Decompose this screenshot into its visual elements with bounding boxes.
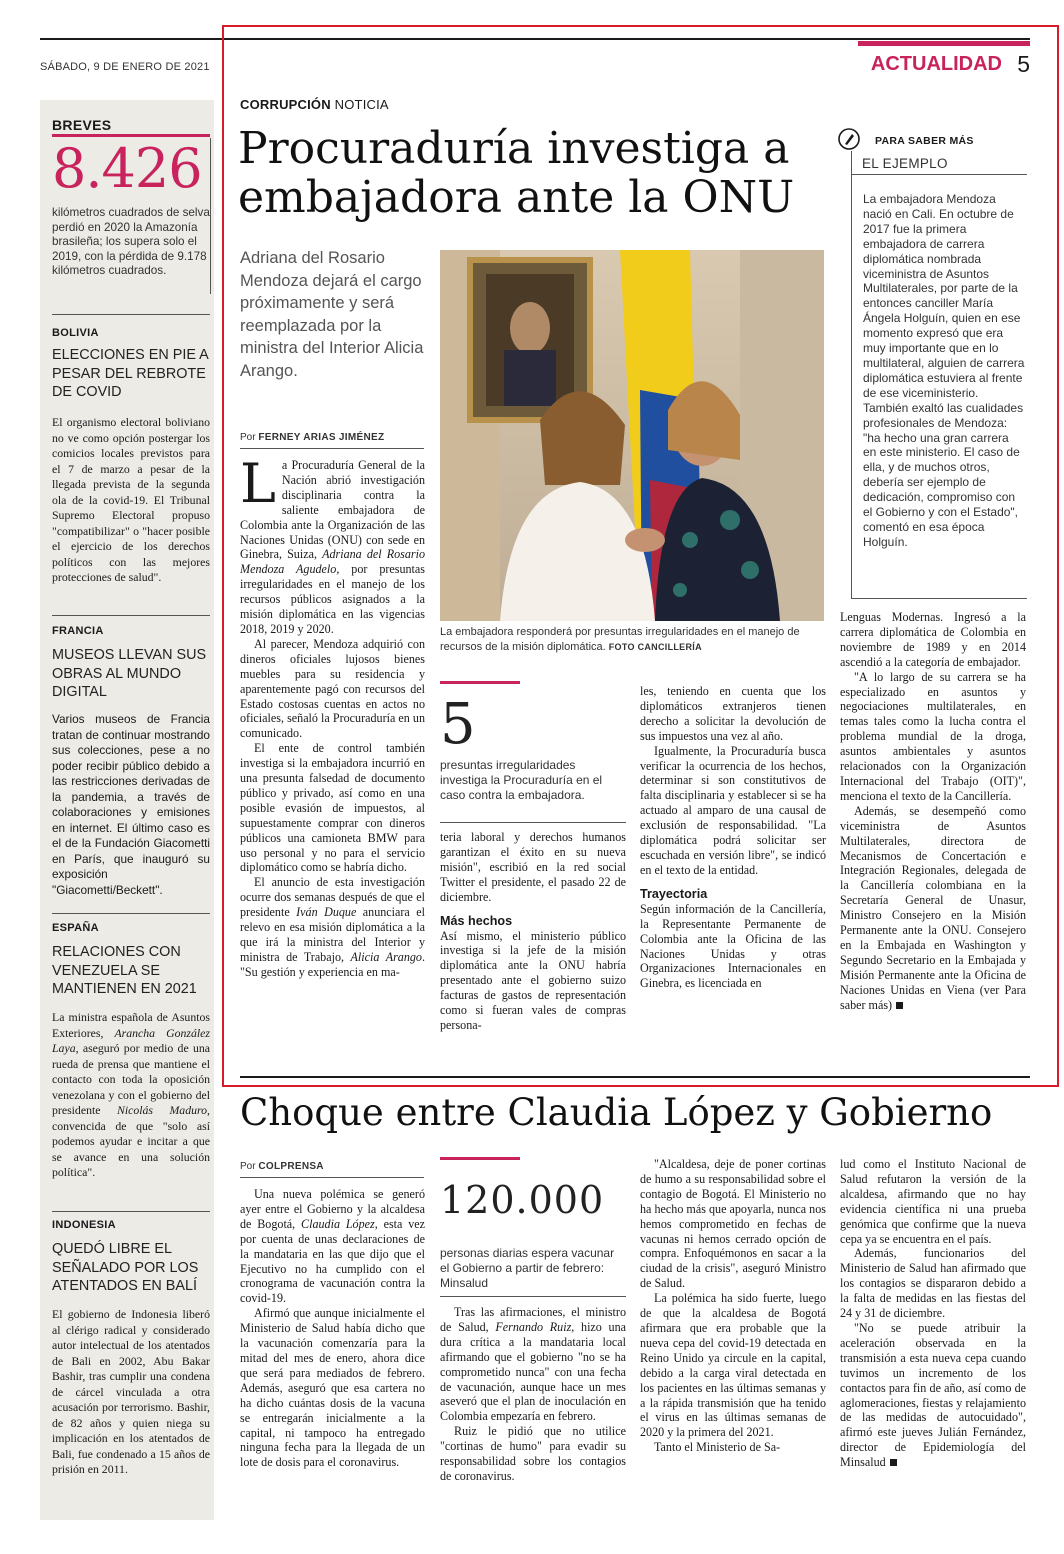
sidebox-title: EL EJEMPLO — [862, 156, 948, 171]
section-name: ACTUALIDAD — [870, 53, 1002, 75]
breves-vertical-rule — [210, 138, 211, 294]
sidebox-label: PARA SABER MÁS — [875, 135, 974, 147]
byline-rule — [240, 1177, 424, 1178]
sidebox-rule — [851, 174, 1027, 175]
brief-divider — [52, 615, 210, 616]
brief-body: El gobierno de Indonesia liberó al clérigo radical y considerado autor intelectual de los atentados de Bali en 2002, Abu Bakar Bashir, tras cumplir una condena de cárcel vinculada a otra acusación por terrorismo. Bashir, de 82 años y quien niega su implicación en los atentados de Bali, fue condenado a 15 años de prisión en 2011. — [52, 1307, 210, 1476]
story-column-2: teria laboral y derechos humanos garantizan el éxito en su nueva misión", escribió en la red social Twitter el presidente, el pasado 22 de diciembre. Más hechos Así mismo, el ministerio público investiga si la jefe de la misión diplomática ante la ONU habría presentado ante el gobierno suizo facturas de gastos de representación como si fueran vales de compras persona- — [440, 830, 626, 1032]
story-headline: Procuraduría investiga a embajadora ante la ONU — [238, 123, 795, 223]
brief-divider — [52, 913, 210, 914]
pen-icon — [838, 128, 860, 150]
brief-divider — [52, 314, 210, 315]
story-photo — [440, 250, 824, 621]
brief-divider — [52, 1211, 210, 1212]
end-mark — [890, 1459, 897, 1466]
story-byline: Por FERNEY ARIAS JIMÉNEZ — [240, 432, 385, 443]
story2-column-1: Una nueva polémica se generó ayer entre el Gobierno y la alcaldesa de Bogotá, Claudia López, esta vez por cuenta de unas declaraciones de la mandataria en las que dijo que el Ejecutivo no ha cumplido con el cronograma de vacunación contra la covid-19. Afirmó que aunque inicialmente el Ministerio de Salud había dicho que la vacunación comenzaría para la mitad del mes de enero, ahora dice que será para mediados de febrero. Además, aseguró que esa cartera no ha dicho cuántas dosis de la vacuna se entregarán inicialmente a la capital, ni tampoco ha entregado ninguna fecha para la llegada de un lote de dosis para el coronavirus. — [240, 1187, 425, 1470]
brief-headline: QUEDÓ LIBRE EL SEÑALADO POR LOS ATENTADOS EN BALÍ — [52, 1241, 199, 1294]
story2-headline: Choque entre Claudia López y Gobierno — [240, 1091, 993, 1134]
section-accent-bar — [858, 41, 1030, 46]
story-kicker: CORRUPCIÓN NOTICIA — [240, 97, 389, 112]
brief-country: INDONESIA — [52, 1219, 116, 1231]
story-column-1: La Procuraduría General de la Nación abrió investigación disciplinaria contra la saliente embajadora de Colombia ante la Organización de las Naciones Unidas (ONU) con sede en Ginebra, Suiza, Adriana del Rosario Mendoza Agudelo, por presuntas irregularidades en el manejo de los recursos públicos asignados a la misión diplomática en las vigencias 2018, 2019 y 2020. Al parecer, Mendoza adquirió con dineros oficiales lujosos bienes muebles para su residencia y aparentemente pagó con recursos del Estado costosas cuentas en actos no oficiales, señaló la Procuraduría en un comunicado. El ente de control también investiga si la embajadora incurrió en una presunta falsedad de documento público y privado, así como en una posible evasión de impuestos, al supuestamente comprar con dineros públicos una camioneta BMW para uso personal y no para el servicio diplomático como se habría dicho. El anuncio de esta investigación ocurre dos semanas después de que el presidente Iván Duque anunciara el relevo en esa misión diplomática a la que irá la ministra del Interior y ministra de Trabajo, Alicia Arango. "Su gestión y experiencia en ma- — [240, 452, 426, 979]
brief-body: El organismo electoral boliviano no ve como opción postergar los comicios locales previstos para el 7 de marzo a pesar de la llegada prevista de la segunda ola de la covid-19. El Tribunal Supremo Electoral propuso "compatibilizar" o "hacer posible el ejercicio de los derechos políticos con las mejores protecciones de salud". — [52, 415, 210, 584]
brief-body: La ministra española de Asuntos Exteriores, Arancha González Laya, aseguró por medio de una rueda de prensa que mantiene el contacto con toda la oposición venezolana y con el gobierno del presidente Nicolás Maduro, convencida de que "solo así podemos ayudar e incitar a que se avance en una solución política". — [52, 1010, 210, 1179]
subhead: Más hechos — [440, 913, 513, 928]
story-column-4: Lenguas Modernas. Ingresó a la carrera diplomática de Colombia en noviembre de 1989 y en 2014 ascendió a la categoría de embajador. "A lo largo de su carrera se ha especializado en asuntos y negociaciones multilaterales, en temas tales como la lucha contra el problema mundial de la droga, asuntos ambientales y asuntos relacionados con la Organización Internacional del Trabajo (OIT)", menciona el texto de la Cancillería. Además, se desempeñó como viceministra de Asuntos Multilaterales, directora de Mecanismos de Concertación e Integración Regionales, delegada de la Cancillería colombiana en la Secretaría General de Unasur, Ministro Consejero en la Misión Permanente ante la ONU. Consejero en la Embajada en Washington y Segundo Secretario en la Embajada y Misión Permanente ante la Oficina de Naciones Unidas en Viena (ver Para saber más) — [840, 610, 1026, 1012]
story2-column-4: lud como el Instituto Nacional de Salud refutaron la versión de la alcaldesa, afirmando que no hay evidencia científica ni una prueba genómica que confirme que la nueva cepa ya se encuentra en el país. Además, funcionarios del Ministerio de Salud han afirmado que los contagios se dispararon debido a la falta de medidas en las fiestas del 24 y 31 de diciembre. "No se puede atribuir la aceleración observada en la transmisión a esta nueva cepa cuando tuvimos un incremento de los contactos para fin de año, así como de aglomeraciones, fiestas y relajamiento de las medidas de autocuidado", afirmó este jueves Julián Fernández, director de Epidemiología del Minsalud — [840, 1157, 1026, 1470]
brief-headline: RELACIONES CON VENEZUELA SE MANTIENEN EN 2021 — [52, 944, 197, 997]
story-deck: Adriana del Rosario Mendoza dejará el cargo próximamente y será reemplazada por la ministra del Interior Alicia Arango. — [240, 249, 424, 380]
top-rule — [40, 38, 1030, 40]
story-divider — [240, 1076, 1030, 1078]
story2-column-2: Tras las afirmaciones, el ministro de Salud, Fernando Ruiz, hizo una dura crítica a la mandataria local afirmando que el gobierno "no se ha comprometido nunca" con una fecha de vacunación, aunque hace un mes aseveró que el plan de inoculación en Colombia empezaría en febrero. Ruiz le pidió que no utilice "cortinas de humo" para evadir su responsabilidad sobre los contagios de coronavirus. — [440, 1305, 626, 1483]
stat-accent-rule — [440, 681, 520, 684]
stat-bottom-rule — [440, 822, 626, 823]
brief-headline: ELECCIONES EN PIE A PESAR DEL REBROTE DE COVID — [52, 347, 208, 400]
sidebox-text: La embajadora Mendoza nació en Cali. En octubre de 2017 fue la primera embajadora de carrera diplomática nombrada viceministra de Asuntos Multilaterales, por parte de la entonces canciller María Ángela Holguín, quien en ese momento expresó que era muy importante que en lo multilateral, alguien de carrera diplomática estuviera al frente de ese viceministerio. También exaltó las cualidades profesionales de Mendoza: "ha hecho una gran carrera en este ministerio. El caso de ella, y de muchos otros, debería ser ejemplo de dedicación, compromiso con el Gobierno y con el Estado", comentó en esa época Holguín. — [863, 192, 1025, 549]
breves-big-text: kilómetros cuadrados de selva perdió en 2020 la Amazonía brasileña; los supera solo el 2019, con la pérdida de 9.178 kilómetros cuadrados. — [52, 206, 210, 278]
stat-text: presuntas irregularidades investiga la Procuraduría en el caso contra la embajadora. — [440, 758, 603, 802]
brief-body: Varios museos de Francia tratan de continuar mostrando sus colecciones, pese a no poder recibir público debido a las restricciones derivadas de la pandemia, a través de colaboraciones y emisiones en internet. El último caso es el de la Fundación Giacometti en París, que inauguró su exposición "Giacometti/Beckett". — [52, 712, 210, 897]
byline-rule — [240, 448, 424, 449]
stat-number: 120.000 — [440, 1178, 605, 1222]
end-mark — [896, 1002, 903, 1009]
photo-credit: FOTO CANCILLERÍA — [608, 641, 702, 652]
stat-number: 5 — [440, 692, 476, 757]
stat-accent-rule — [440, 1157, 520, 1160]
story2-column-3: "Alcaldesa, deje de poner cortinas de humo a su responsabilidad sobre el contagio de Bogotá. El Ministerio no ha hecho más que apoyarla, nunca nos hemos comprometido en fechas de vacunas ni hemos cerrado opción de compra. Enfoquémonos en sacar a la ciudad de la crisis", aseguró Ministro de Salud. La polémica ha sido fuerte, luego de que la alcaldesa de Bogotá afirmara que era probable que la nueva cepa del covid-19 detectada en Reino Unido ya circule en la capital, debido a la carga viral detectada en los pacientes en las últimas semanas y a la rápida transmisión que ha tenido el virus en las últimas semanas de 2020 y la primera del 2021. Tanto el Ministerio de Sa- — [640, 1157, 826, 1455]
dropcap: L — [240, 452, 276, 515]
subhead: Trayectoria — [640, 886, 708, 901]
breves-label: BREVES — [52, 117, 112, 133]
brief-country: BOLIVIA — [52, 327, 99, 339]
page-date: SÁBADO, 9 DE ENERO DE 2021 — [40, 61, 210, 73]
ambassador-photo-illustration — [440, 250, 824, 621]
brief-country: FRANCIA — [52, 625, 104, 637]
brief-country: ESPAÑA — [52, 922, 99, 934]
story2-byline: Por COLPRENSA — [240, 1161, 324, 1172]
stat-bottom-rule — [440, 1296, 626, 1297]
stat-text: personas diarias espera vacunar el Gobierno a partir de febrero: Minsalud — [440, 1246, 615, 1290]
breves-big-number: 8.426 — [52, 137, 202, 200]
story-column-3: les, teniendo en cuenta que los diplomáticos extranjeros tienen derecho a solicitar la devolución de sus impuestos una vez al año. Igualmente, la Procuraduría busca verificar la ocurrencia de los hechos, determinar si son constitutivos de falta disciplinaria y establecer si se ha actuado al amparo de una causal de exclusión de responsabilidad. "La diplomática podrá solicitar ser escuchada en versión libre", se indicó en el texto de la entidad. Trayectoria Según información de la Cancillería, la Representante Permanente de Colombia ante la Oficina de las Naciones Unidas y otras Organizaciones Internacionales en Ginebra, es licenciada en — [640, 684, 826, 991]
photo-caption: La embajadora responderá por presuntas irregularidades en el manejo de recursos de la misión diplomática. FOTO CANCILLERÍA — [440, 626, 800, 653]
brief-headline: MUSEOS LLEVAN SUS OBRAS AL MUNDO DIGITAL — [52, 647, 207, 700]
page-number: 5 — [1017, 51, 1030, 77]
